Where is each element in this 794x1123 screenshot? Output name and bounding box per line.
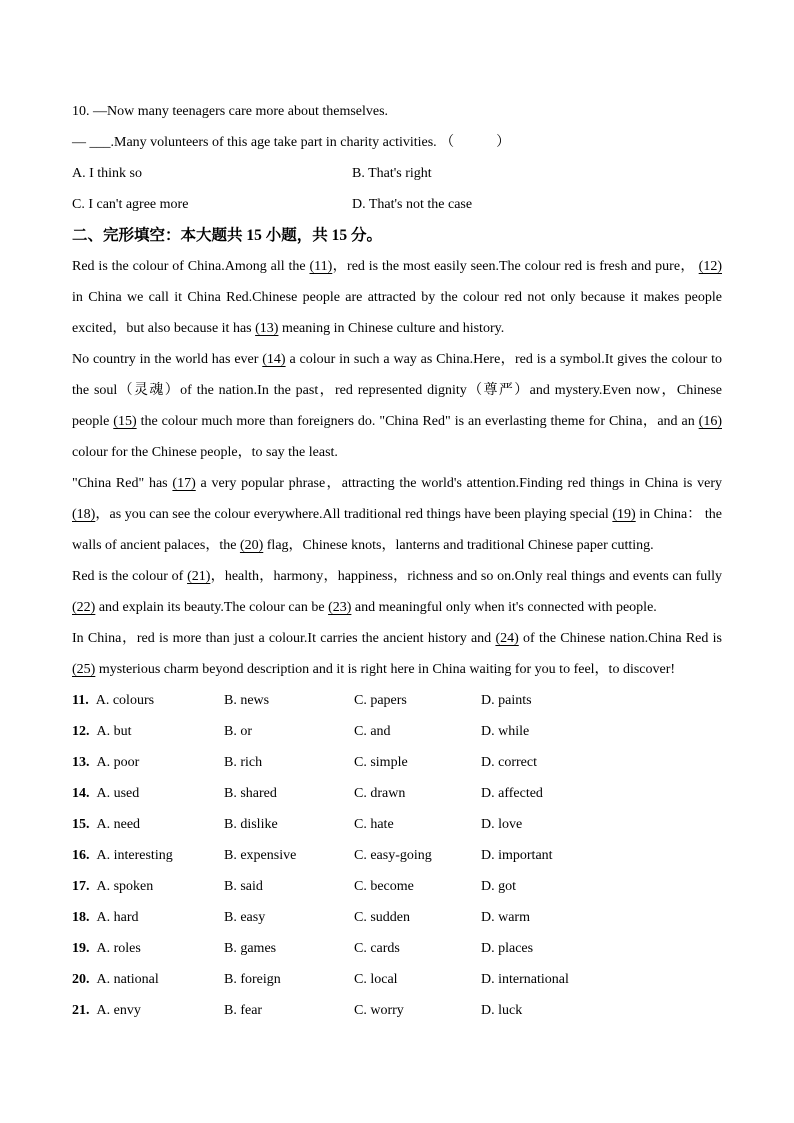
option-c: C. simple bbox=[354, 755, 408, 770]
option-a: A. colours bbox=[95, 693, 155, 708]
passage-text: ，as you can see the colour everywhere.All traditional red things have been playing special bbox=[95, 507, 613, 522]
passage-text: ，health，harmony，happiness，richness and so on.Only real things and events can fully bbox=[210, 569, 723, 584]
option-a: A. poor bbox=[96, 755, 140, 770]
option-c: C. local bbox=[354, 972, 398, 987]
cloze-blank: (20) bbox=[239, 538, 264, 553]
question10-options-row-cd bbox=[72, 189, 722, 220]
option-c: C. become bbox=[354, 879, 414, 894]
cloze-blank: (16) bbox=[698, 414, 722, 429]
option-c: C. easy-going bbox=[354, 848, 432, 863]
option-c: C. sudden bbox=[354, 910, 410, 925]
question10-option-c: C. I can't agree more bbox=[72, 197, 189, 212]
passage-text: In China，red is more than just a colour.It carries the ancient history and bbox=[72, 631, 496, 646]
question-number: 15. bbox=[72, 817, 90, 832]
question10-options-row-ab bbox=[72, 158, 722, 189]
option-d: D. international bbox=[481, 972, 569, 987]
option-a: A. need bbox=[96, 817, 141, 832]
option-a: A. interesting bbox=[96, 848, 173, 863]
option-b: B. dislike bbox=[224, 817, 278, 832]
cloze-blank: (18) bbox=[72, 507, 96, 522]
cloze-question-row-11 bbox=[72, 685, 722, 716]
question-number: 18. bbox=[72, 910, 90, 925]
option-c: C. and bbox=[354, 724, 391, 739]
question-number: 13. bbox=[72, 755, 90, 770]
question-number: 14. bbox=[72, 786, 90, 801]
passage-text: the colour much more than foreigners do. "China Red" is an everlasting theme for China，and an bbox=[136, 414, 699, 429]
cloze-blank: (11) bbox=[309, 259, 333, 274]
option-b: B. said bbox=[224, 879, 263, 894]
passage-text: flag，Chinese knots，lanterns and traditional Chinese paper cutting. bbox=[263, 538, 654, 553]
section-header: 二、完形填空：本大题共 15 小题，共 15 分。 bbox=[72, 227, 383, 244]
option-d: D. places bbox=[481, 941, 534, 956]
option-c: C. papers bbox=[354, 693, 407, 708]
passage-text: and explain its beauty.The colour can be bbox=[95, 600, 329, 615]
option-c: C. hate bbox=[354, 817, 394, 832]
option-b: B. rich bbox=[224, 755, 263, 770]
passage-text: in China： the walls of ancient palaces，the bbox=[72, 507, 723, 553]
option-b: B. news bbox=[224, 693, 270, 708]
question-number: 16. bbox=[72, 848, 90, 863]
cloze-question-row-21 bbox=[72, 995, 722, 1026]
option-a: A. but bbox=[96, 724, 132, 739]
option-d: D. correct bbox=[481, 755, 537, 770]
passage-text: a colour in such a way as China.Here，red is a symbol.It gives the colour to the soul（灵魂）of the nation.In the past，red represented dignity（尊严）and mystery.Even now，Chinese people bbox=[72, 352, 722, 429]
option-d: D. warm bbox=[481, 910, 530, 925]
passage-paragraph-2 bbox=[72, 344, 722, 468]
cloze-question-row-20 bbox=[72, 964, 722, 995]
passage-text: a very popular phrase，attracting the world's attention.Finding red things in China is very bbox=[195, 476, 722, 491]
cloze-question-row-12 bbox=[72, 716, 722, 747]
option-d: D. important bbox=[481, 848, 553, 863]
passage-text: "China Red" has bbox=[72, 476, 173, 491]
cloze-question-row-14 bbox=[72, 778, 722, 809]
question10-stem-line1: 10. —Now many teenagers care more about themselves. bbox=[72, 104, 389, 119]
question-number: 20. bbox=[72, 972, 90, 987]
option-a: A. spoken bbox=[96, 879, 154, 894]
option-b: B. shared bbox=[224, 786, 277, 801]
option-a: A. roles bbox=[96, 941, 141, 956]
page-content bbox=[72, 96, 722, 1026]
cloze-blank: (14) bbox=[262, 352, 286, 367]
option-a: A. national bbox=[96, 972, 159, 987]
option-b: B. foreign bbox=[224, 972, 281, 987]
passage-text: ，red is the most easily seen.The colour red is fresh and pure， bbox=[332, 259, 699, 274]
option-b: B. easy bbox=[224, 910, 266, 925]
passage-paragraph-3 bbox=[72, 468, 722, 561]
question-number: 12. bbox=[72, 724, 90, 739]
option-c: C. drawn bbox=[354, 786, 406, 801]
option-a: A. envy bbox=[96, 1003, 141, 1018]
option-c: C. cards bbox=[354, 941, 400, 956]
option-d: D. while bbox=[481, 724, 530, 739]
option-c: C. worry bbox=[354, 1003, 404, 1018]
question-number: 11. bbox=[72, 693, 89, 708]
question10-option-d: D. That's not the case bbox=[352, 197, 473, 212]
option-d: D. affected bbox=[481, 786, 543, 801]
option-d: D. got bbox=[481, 879, 516, 894]
passage-text: mysterious charm beyond description and it is right here in China waiting for you to feel，to discover! bbox=[95, 662, 676, 677]
passage-text: Red is the colour of bbox=[72, 569, 188, 584]
option-a: A. used bbox=[96, 786, 140, 801]
option-d: D. love bbox=[481, 817, 523, 832]
option-b: B. games bbox=[224, 941, 277, 956]
option-a: A. hard bbox=[96, 910, 139, 925]
cloze-question-row-15 bbox=[72, 809, 722, 840]
passage-text: and meaningful only when it's connected with people. bbox=[351, 600, 657, 615]
cloze-blank: (23) bbox=[328, 600, 352, 615]
cloze-blank: (12) bbox=[698, 259, 722, 274]
option-b: B. or bbox=[224, 724, 252, 739]
question-number: 19. bbox=[72, 941, 90, 956]
cloze-question-row-18 bbox=[72, 902, 722, 933]
question10-option-b: B. That's right bbox=[352, 166, 432, 181]
passage-text: No country in the world has ever bbox=[72, 352, 263, 367]
passage-text: in China we call it China Red.Chinese people are attracted by the colour red not only because it makes people excited，but also because it has bbox=[72, 290, 722, 336]
cloze-blank: (19) bbox=[612, 507, 636, 522]
cloze-blank: (24) bbox=[495, 631, 519, 646]
question-number: 21. bbox=[72, 1003, 90, 1018]
cloze-question-row-16 bbox=[72, 840, 722, 871]
cloze-blank: (17) bbox=[172, 476, 196, 491]
question10-stem-line2: — ___.Many volunteers of this age take part in charity activities. （ ） bbox=[72, 135, 511, 150]
option-b: B. expensive bbox=[224, 848, 297, 863]
passage-paragraph-1 bbox=[72, 251, 722, 344]
option-b: B. fear bbox=[224, 1003, 263, 1018]
cloze-blank: (22) bbox=[72, 600, 96, 615]
option-d: D. luck bbox=[481, 1003, 523, 1018]
cloze-blank: (15) bbox=[113, 414, 137, 429]
passage-paragraph-5 bbox=[72, 623, 722, 685]
passage-text: colour for the Chinese people，to say the least. bbox=[72, 445, 338, 460]
passage-text: of the Chinese nation.China Red is bbox=[518, 631, 722, 646]
passage-text: meaning in Chinese culture and history. bbox=[278, 321, 505, 336]
passage-text: Red is the colour of China.Among all the bbox=[72, 259, 310, 274]
cloze-question-row-19 bbox=[72, 933, 722, 964]
cloze-question-row-13 bbox=[72, 747, 722, 778]
question-number: 17. bbox=[72, 879, 90, 894]
passage-paragraph-4 bbox=[72, 561, 722, 623]
cloze-blank: (21) bbox=[187, 569, 211, 584]
cloze-blank: (13) bbox=[255, 321, 279, 336]
cloze-blank: (25) bbox=[72, 662, 96, 677]
question10-option-a: A. I think so bbox=[72, 166, 142, 181]
cloze-question-row-17 bbox=[72, 871, 722, 902]
option-d: D. paints bbox=[481, 693, 532, 708]
